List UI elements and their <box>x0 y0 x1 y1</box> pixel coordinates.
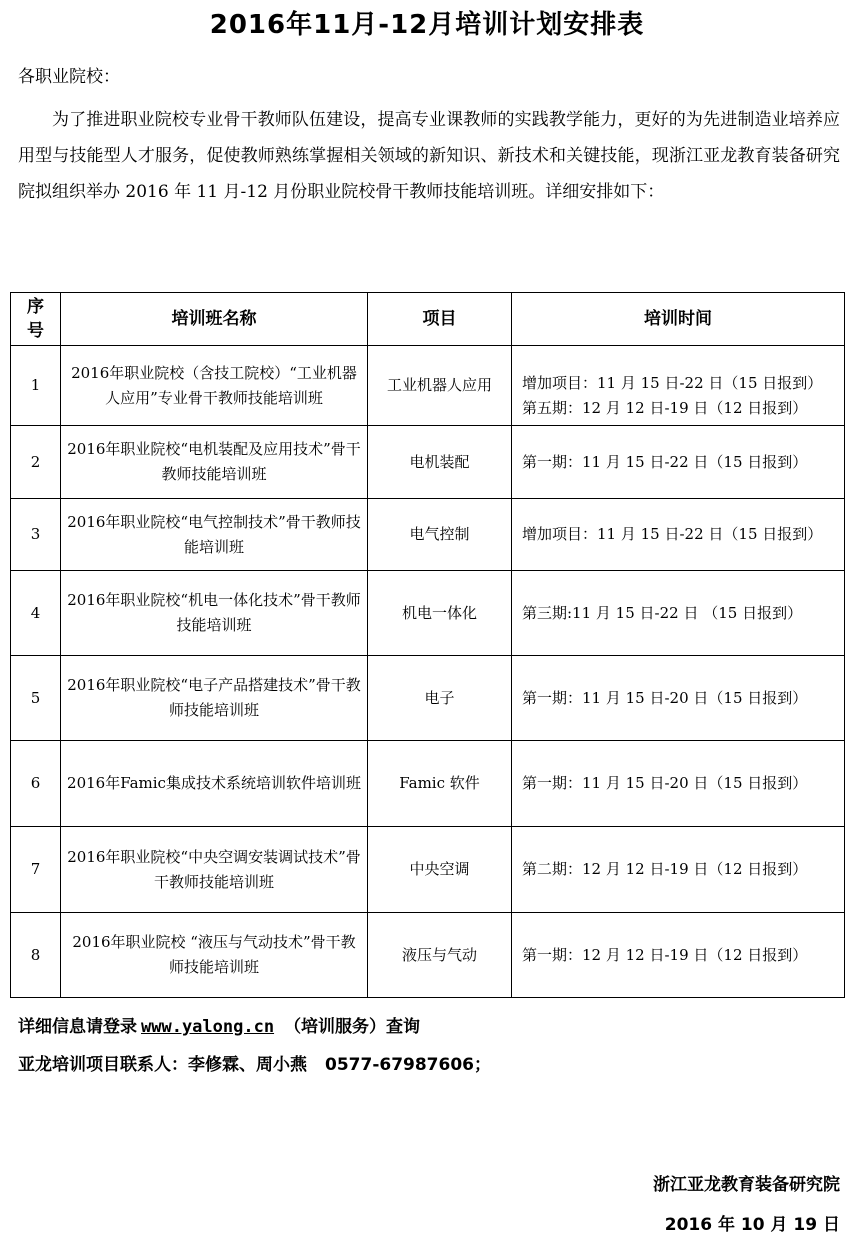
row-index: 4 <box>11 571 61 656</box>
row-index: 7 <box>11 827 61 913</box>
row-time-line: 第一期：11 月 15 日-22 日（15 日报到） <box>522 452 808 471</box>
row-name: 2016年职业院校“机电一体化技术”骨干教师技能培训班 <box>61 571 368 656</box>
contact-phone: 0577-67987606； <box>325 1055 491 1075</box>
table-row <box>11 426 845 499</box>
training-schedule-table <box>10 292 845 998</box>
row-time <box>512 656 845 741</box>
row-time <box>512 571 845 656</box>
page-title: 2016年11月-12月培训计划安排表 <box>209 10 645 40</box>
row-index: 3 <box>11 499 61 571</box>
table-row <box>11 346 845 426</box>
table-row <box>11 827 845 913</box>
row-index: 8 <box>11 913 61 998</box>
row-time <box>512 426 845 499</box>
table-row <box>11 913 845 998</box>
row-time-line: 增加项目：11 月 15 日-22 日（15 日报到） <box>522 374 823 392</box>
table-row <box>11 741 845 827</box>
header-time: 培训时间 <box>512 293 845 346</box>
row-project: 电气控制 <box>368 499 512 571</box>
row-name: 2016年Famic集成技术系统培训软件培训班 <box>61 741 368 827</box>
row-time <box>512 741 845 827</box>
header-name: 培训班名称 <box>61 293 368 346</box>
intro-paragraph: 为了推进职业院校专业骨干教师队伍建设，提高专业课教师的实践教学能力，更好的为先进制造业培养应用型与技能型人才服务，促使教师熟练掌握相关领域的新知识、新技术和关键技能，现浙江亚龙教育装备研究院拟组织举办 2016 年 11 月-12 月份职业院校骨干教师技能培训班。详细安排如下： <box>18 110 840 202</box>
table-row <box>11 656 845 741</box>
contact-names: 亚龙培训项目联系人：李修霖、周小燕 <box>18 1055 307 1075</box>
row-project: 工业机器人应用 <box>368 346 512 426</box>
row-time <box>512 346 845 426</box>
document-date: 2016 年 10 月 19 日 <box>664 1215 840 1235</box>
info-suffix: （培训服务）查询 <box>284 1017 421 1037</box>
row-time-line: 第二期：12 月 12 日-19 日（12 日报到） <box>522 860 808 878</box>
row-time-line: 增加项目：11 月 15 日-22 日（15 日报到） <box>522 525 823 543</box>
row-project: 液压与气动 <box>368 913 512 998</box>
salutation: 各职业院校： <box>18 67 120 87</box>
row-time-line: 第三期:11 月 15 日-22 日 （15 日报到） <box>522 603 803 622</box>
row-project: Famic 软件 <box>368 741 512 827</box>
row-name: 2016年职业院校（含技工院校）“工业机器人应用”专业骨干教师技能培训班 <box>61 346 368 426</box>
row-index: 5 <box>11 656 61 741</box>
organization-signature: 浙江亚龙教育装备研究院 <box>653 1175 840 1195</box>
row-time <box>512 827 845 913</box>
row-time <box>512 913 845 998</box>
header-index: 序号 <box>11 293 61 346</box>
row-time-line: 第五期：12 月 12 日-19 日（12 日报到） <box>522 399 808 417</box>
table-header-row <box>11 293 845 346</box>
row-name: 2016年职业院校“中央空调安装调试技术”骨干教师技能培训班 <box>61 827 368 913</box>
row-time <box>512 499 845 571</box>
row-name: 2016年职业院校“电气控制技术”骨干教师技能培训班 <box>61 499 368 571</box>
row-project: 中央空调 <box>368 827 512 913</box>
row-name: 2016年职业院校“电子产品搭建技术”骨干教师技能培训班 <box>61 656 368 741</box>
row-index: 2 <box>11 426 61 499</box>
website-link[interactable]: www.yalong.cn <box>141 1017 275 1037</box>
row-name: 2016年职业院校 “液压与气动技术”骨干教师技能培训班 <box>61 913 368 998</box>
table-row <box>11 571 845 656</box>
row-project: 机电一体化 <box>368 571 512 656</box>
row-project: 电机装配 <box>368 426 512 499</box>
table-row <box>11 499 845 571</box>
row-time-line: 第一期：12 月 12 日-19 日（12 日报到） <box>522 945 808 964</box>
row-time-line: 第一期：11 月 15 日-20 日（15 日报到） <box>522 774 808 792</box>
header-project: 项目 <box>368 293 512 346</box>
row-name: 2016年职业院校“电机装配及应用技术”骨干教师技能培训班 <box>61 426 368 499</box>
info-line <box>18 1012 420 1037</box>
row-index: 1 <box>11 346 61 426</box>
row-project: 电子 <box>368 656 512 741</box>
info-prefix: 详细信息请登录 <box>18 1017 137 1037</box>
row-time-line: 第一期：11 月 15 日-20 日（15 日报到） <box>522 688 808 707</box>
contact-line <box>18 1050 491 1075</box>
row-index: 6 <box>11 741 61 827</box>
